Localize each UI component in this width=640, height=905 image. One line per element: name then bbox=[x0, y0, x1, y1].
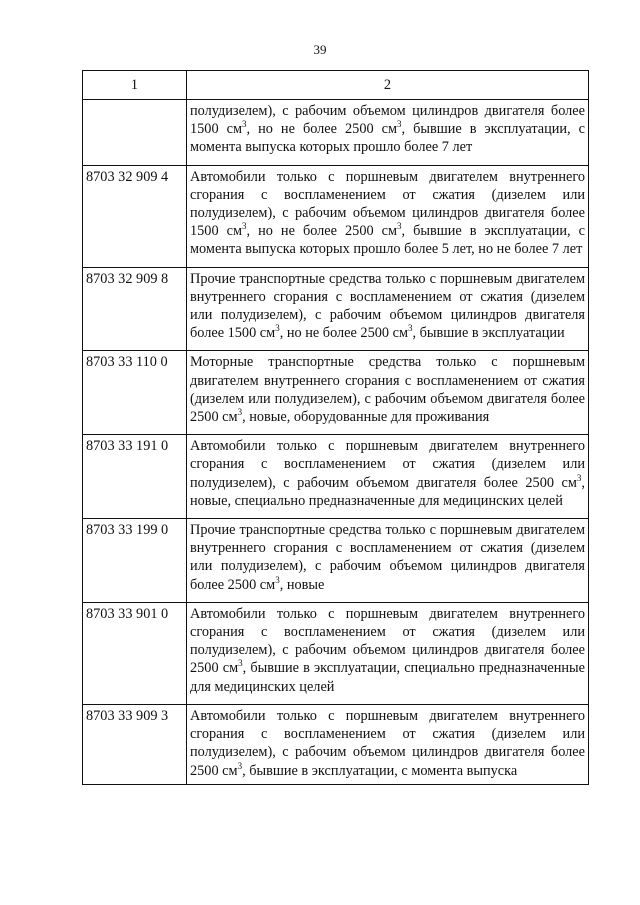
table-row bbox=[83, 602, 589, 704]
row-code: 8703 33 909 3 bbox=[83, 704, 187, 784]
row-description bbox=[187, 351, 589, 435]
description-text: , но не более 2500 см bbox=[246, 121, 398, 138]
superscript-exponent: 3 bbox=[237, 407, 243, 418]
superscript-exponent: 3 bbox=[397, 119, 402, 130]
row-code bbox=[83, 100, 187, 166]
description-text: полудизелем), с рабочим объемом цилиндров двигателя более 1500 см bbox=[190, 103, 585, 138]
description-text: Автомобили только с поршневым двигателем внутреннего сгорания с воспламенением от сжатия (дизелем или полудизелем), с рабочим объемом цилиндров двигателя более 2500 см bbox=[190, 605, 585, 677]
superscript-exponent: 3 bbox=[242, 221, 247, 232]
description-text: Прочие транспортные средства только с поршневым двигателем внутреннего сгорания с воспламенением от сжатия (дизелем или полудизелем), с рабочим объемом цилиндров двигателя более 1500 см bbox=[190, 270, 585, 342]
page-number: 39 bbox=[313, 42, 327, 57]
row-description bbox=[187, 602, 589, 704]
description-text: , новые, специально предназначенные для медицинских целей bbox=[190, 474, 585, 509]
tariff-code-table bbox=[82, 70, 589, 785]
superscript-exponent: 3 bbox=[242, 119, 247, 130]
superscript-exponent: 3 bbox=[397, 221, 402, 232]
description-text: Автомобили только с поршневым двигателем внутреннего сгорания с воспламенением от сжатия (дизелем или полудизелем), с рабочим объемом цилиндров двигателя более 1500 см bbox=[190, 168, 585, 240]
superscript-exponent: 3 bbox=[408, 323, 413, 334]
row-description bbox=[187, 435, 589, 519]
row-description bbox=[187, 519, 589, 603]
row-description bbox=[187, 267, 589, 351]
description-text: Прочие транспортные средства только с поршневым двигателем внутреннего сгорания с воспламенением от сжатия (дизелем или полудизелем), с рабочим объемом цилиндров двигателя более 2500 см bbox=[190, 522, 585, 593]
table-row bbox=[83, 267, 589, 351]
superscript-exponent: 3 bbox=[237, 760, 243, 771]
row-code: 8703 33 110 0 bbox=[83, 351, 187, 435]
row-code: 8703 33 901 0 bbox=[83, 602, 187, 704]
table-row bbox=[83, 704, 589, 784]
description-text: , бывшие в эксплуатации bbox=[412, 325, 565, 342]
table-row bbox=[83, 351, 589, 435]
row-code: 8703 33 199 0 bbox=[83, 519, 187, 603]
row-code: 8703 32 909 4 bbox=[83, 165, 187, 267]
superscript-exponent: 3 bbox=[275, 574, 280, 585]
table-header-row bbox=[83, 71, 589, 100]
description-text: , бывшие в эксплуатации, с момента выпуска bbox=[242, 762, 518, 779]
description-text: , новые bbox=[279, 576, 325, 593]
table-row bbox=[83, 435, 589, 519]
column-header-description: 2 bbox=[187, 71, 589, 100]
description-text: Автомобили только с поршневым двигателем внутреннего сгорания с воспламенением от сжатия (дизелем или полудизелем), с рабочим объемом двигателя более 2500 см bbox=[190, 438, 585, 491]
description-text: , бывшие в эксплуатации, с момента выпуска которых прошло более 5 лет, но не более 7 лет bbox=[190, 223, 585, 258]
table-row bbox=[83, 519, 589, 603]
description-text: , бывшие в эксплуатации, специально предназначенные для медицинских целей bbox=[190, 660, 585, 695]
description-text: , но не более 2500 см bbox=[246, 223, 398, 240]
row-description bbox=[187, 704, 589, 784]
superscript-exponent: 3 bbox=[576, 472, 582, 483]
row-code: 8703 33 191 0 bbox=[83, 435, 187, 519]
column-header-code: 1 bbox=[83, 71, 187, 100]
superscript-exponent: 3 bbox=[238, 658, 243, 669]
table-row bbox=[83, 165, 589, 267]
description-text: , новые, оборудованные для проживания bbox=[242, 409, 490, 426]
row-description bbox=[187, 165, 589, 267]
table-row bbox=[83, 100, 589, 166]
description-text: , бывшие в эксплуатации, с момента выпуска которых прошло более 7 лет bbox=[190, 121, 585, 156]
superscript-exponent: 3 bbox=[275, 323, 280, 334]
row-code: 8703 32 909 8 bbox=[83, 267, 187, 351]
description-text: Автомобили только с поршневым двигателем внутреннего сгорания с воспламенением от сжатия (дизелем или полудизелем), с рабочим объемом цилиндров двигателя более 2500 см bbox=[190, 707, 585, 779]
description-text: , но не более 2500 см bbox=[279, 325, 408, 342]
description-text: Моторные транспортные средства только с поршневым двигателем внутреннего сгорания с воспламенением от сжатия (дизелем или полудизелем), с рабочим объемом двигателя более 2500 см bbox=[190, 354, 585, 426]
row-description bbox=[187, 100, 589, 166]
